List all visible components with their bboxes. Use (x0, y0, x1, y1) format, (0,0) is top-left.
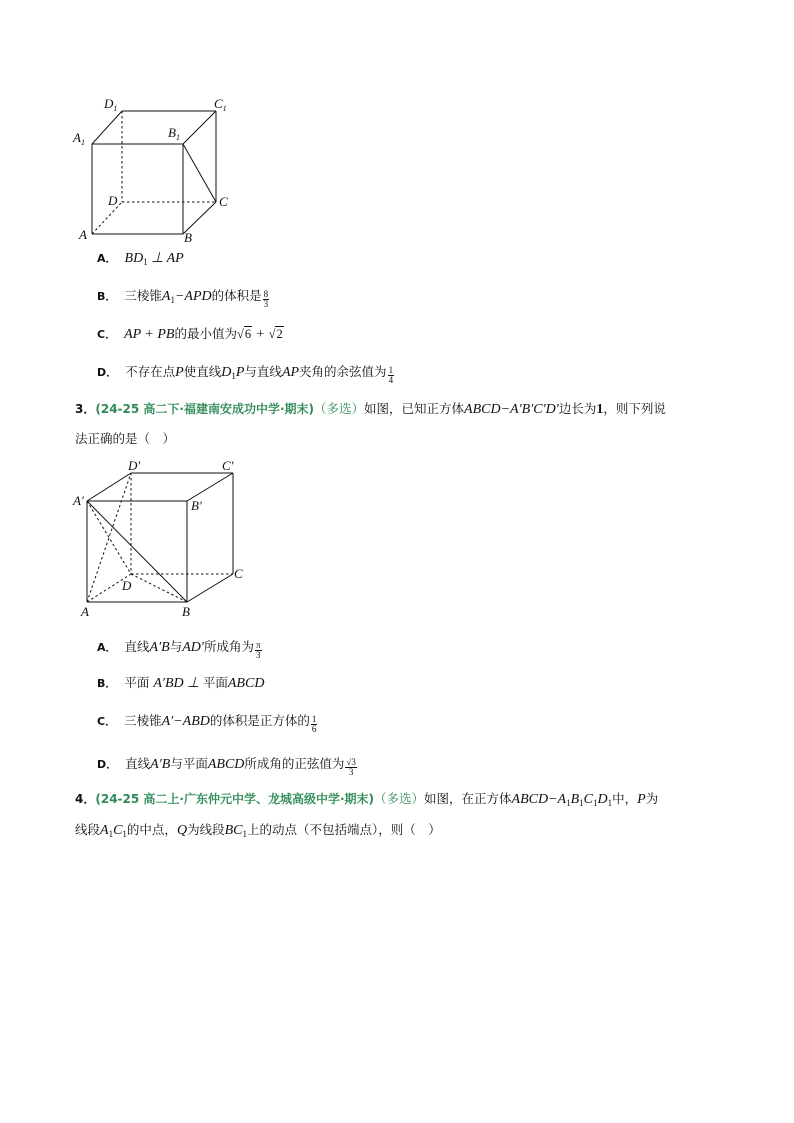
diag-D-B (131, 574, 187, 602)
q3-stem-line1: 3．(24-25 高二下·福建南安成功中学·期末)（多选）如图，已知正方体ABCD−A′B′C′D′边长为1，则下列说 (75, 401, 666, 417)
edge-A1-D1 (92, 111, 122, 144)
label-D: D (108, 193, 118, 208)
q3-option-c: C． 三棱锥A′−ABD的体积是正方体的 $\frac{1}{6}$ (97, 713, 317, 734)
q3-option-b: B． 平面 A′BD ⊥ 平面ABCD (97, 675, 265, 691)
label-D-prime: D′ (128, 458, 141, 473)
diag-A1-D (87, 501, 131, 574)
q2-option-d: D． 不存在点P使直线$D_1P$与直线AP夹角的余弦值为 $\frac{1}{4}$ (97, 364, 394, 385)
label-D: D (122, 578, 132, 593)
edge-B1-C (183, 144, 216, 202)
q2-option-b: B． 三棱锥$A_1-APD$的体积是 $\frac{8}{3}$ (97, 288, 269, 309)
fraction: $\frac{8}{3}$ (263, 289, 269, 309)
diag-A1-B (87, 501, 187, 602)
label-A1: $A_1$ (73, 130, 85, 147)
edge-B-C (187, 574, 233, 602)
cube-figure-2 (70, 457, 250, 622)
label-B: B (182, 604, 190, 619)
label-A: A (81, 604, 89, 619)
label-C: C (219, 194, 228, 209)
label-B-prime: B′ (191, 498, 202, 513)
edge-B1-C1 (183, 111, 216, 144)
label-C: C (234, 566, 243, 581)
q3-stem-line2: 法正确的是（ ） (75, 431, 176, 446)
q3-option-d: D． 直线A′B与平面ABCD所成角的正弦值为 $\frac{√3}{3}$ (97, 756, 356, 777)
label-A-prime: A′ (73, 493, 84, 508)
q2-option-c: C． AP + PB的最小值为√6 + √2 (97, 326, 283, 342)
label-D1: $D_1$ (104, 96, 118, 113)
label-C1: $C_1$ (214, 96, 227, 113)
q2-option-a: A． $BD_1$ ⊥ AP (97, 251, 184, 267)
edge-A1-D1 (87, 473, 131, 501)
edge-A-D (92, 202, 122, 234)
q4-stem-line2: 线段$A_1C_1$的中点，Q为线段$BC_1$上的动点（不包括端点），则（ ） (75, 822, 441, 839)
cube-figure-1 (70, 92, 240, 247)
label-B1: $B_1$ (168, 125, 180, 142)
fraction: $\frac{1}{4}$ (388, 365, 394, 385)
label-A: A (79, 227, 87, 242)
fraction: $\frac{√3}{3}$ (346, 757, 356, 777)
edge-B1-C1 (187, 473, 233, 501)
q3-option-a: A． 直线A′B与AD′所成角为 $\frac{\pi}{3}$ (97, 639, 261, 660)
fraction: $\frac{\pi}{3}$ (255, 640, 261, 660)
label-B: B (184, 230, 192, 245)
q4-stem-line1: 4．(24-25 高二上·广东仲元中学、龙城高级中学·期末)（多选）如图，在正方体$ABCD-A_1B_1C_1D_1$中，P为 (75, 791, 659, 808)
label-C-prime: C′ (222, 458, 234, 473)
fraction: $\frac{1}{6}$ (311, 714, 317, 734)
